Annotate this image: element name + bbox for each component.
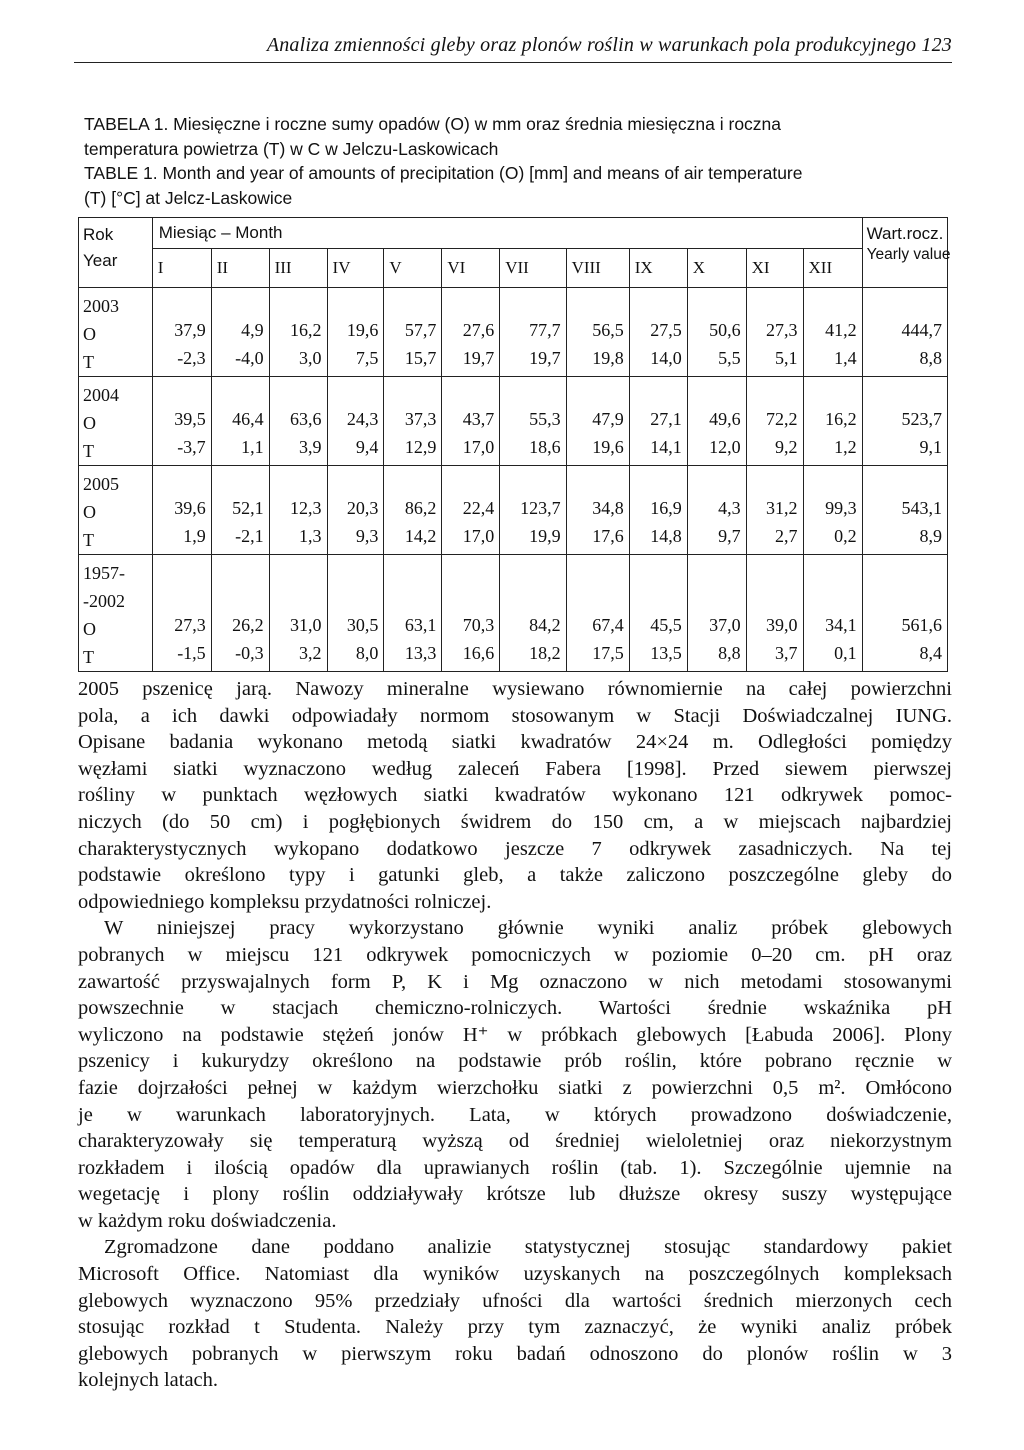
table-caption bbox=[84, 112, 944, 210]
precipitation-value: 27,5 bbox=[650, 320, 682, 340]
running-header: Analiza zmienności gleby oraz plonów roślin w warunkach pola produkcyjnego 123 bbox=[266, 34, 952, 56]
table-body bbox=[79, 288, 948, 672]
month-value-cell bbox=[269, 377, 327, 466]
temperature-value: 1,1 bbox=[241, 437, 264, 457]
temperature-value: 14,2 bbox=[404, 526, 437, 546]
temperature-value: 1,9 bbox=[183, 526, 206, 546]
month-header-v: V bbox=[384, 249, 442, 288]
text-line: rośliny w punktach węzłowych siatki kwadratów wykonano 121 odkrywek pomoc- bbox=[78, 784, 952, 807]
month-value-cell bbox=[566, 466, 629, 555]
month-header-i: I bbox=[152, 249, 211, 288]
yearly-value-header bbox=[862, 218, 951, 288]
month-value-cell bbox=[152, 466, 211, 555]
month-value-cell bbox=[500, 377, 566, 466]
month-header-ii: II bbox=[211, 249, 269, 288]
yearly-value-cell bbox=[862, 555, 947, 672]
month-header-x: X bbox=[687, 249, 746, 288]
precipitation-value: 99,3 bbox=[825, 498, 857, 518]
temperature-value: 14,8 bbox=[650, 526, 682, 546]
month-value-cell bbox=[384, 288, 442, 377]
year-row bbox=[79, 466, 948, 555]
text-line: w każdym roku doświadczenia. bbox=[78, 1209, 337, 1232]
year-label: -2002 bbox=[83, 591, 125, 611]
month-group-header: Miesiąc – Month bbox=[152, 218, 862, 249]
caption-en-line-2: (T) [°C] at Jelcz-Laskowice bbox=[84, 187, 293, 208]
precipitation-value: 45,5 bbox=[650, 615, 682, 635]
month-value-cell bbox=[211, 466, 269, 555]
month-value-cell bbox=[629, 288, 687, 377]
yearly-precipitation: 444,7 bbox=[901, 320, 942, 340]
precipitation-value: 123,7 bbox=[520, 498, 561, 518]
month-value-cell bbox=[384, 377, 442, 466]
month-value-cell bbox=[211, 555, 269, 672]
precipitation-value: 49,6 bbox=[709, 409, 741, 429]
month-value-cell bbox=[803, 377, 862, 466]
text-line: Opisane badania wykonano metodą siatki kwadratów 24×24 m. Odległości pomiędzy bbox=[78, 731, 952, 754]
text-line: podstawie określono typy i gatunki gleb, a także zaliczono poszczególne gleby do bbox=[78, 864, 952, 887]
precipitation-value: 19,6 bbox=[346, 320, 379, 340]
month-value-cell bbox=[746, 466, 803, 555]
precipitation-value: 30,5 bbox=[346, 615, 379, 635]
yearly-temperature: 8,4 bbox=[919, 643, 942, 663]
month-value-cell bbox=[687, 377, 746, 466]
precipitation-value: 57,7 bbox=[404, 320, 437, 340]
text-line: je w warunkach laboratoryjnych. Lata, w których prowadzono doświadczenie, bbox=[78, 1103, 952, 1126]
temperature-value: 17,0 bbox=[462, 526, 495, 546]
precipitation-value: 37,0 bbox=[709, 615, 741, 635]
temperature-value: 19,8 bbox=[592, 348, 624, 368]
text-line: pola, a ich dawki odpowiadały normom stosowanym w Stacji Doświadczalnej IUNG. bbox=[78, 704, 952, 727]
precipitation-value: 12,3 bbox=[290, 498, 322, 518]
temperature-value: 19,9 bbox=[529, 526, 561, 546]
precipitation-value: 39,5 bbox=[174, 409, 206, 429]
temperature-value: 17,5 bbox=[592, 643, 624, 663]
text-line: 2005 pszenicę jarą. Nawozy mineralne wysiewano równomiernie na całej powierzchni bbox=[78, 678, 952, 700]
precipitation-value: 27,3 bbox=[174, 615, 206, 635]
month-value-cell bbox=[152, 377, 211, 466]
temperature-value: 18,6 bbox=[529, 437, 561, 457]
precipitation-value: 20,3 bbox=[346, 498, 379, 518]
temperature-value: 0,2 bbox=[834, 526, 857, 546]
year-label-cell bbox=[79, 466, 153, 555]
precipitation-value: 34,8 bbox=[592, 498, 624, 518]
month-header-vi: VI bbox=[442, 249, 500, 288]
yearly-temperature: 8,9 bbox=[919, 526, 942, 546]
month-value-cell bbox=[269, 466, 327, 555]
text-line: węzłami siatki wyznaczono według zaleceń Fabera [1998]. Przed siewem pierwszej bbox=[78, 757, 952, 780]
temperature-value: 14,1 bbox=[650, 437, 682, 457]
temperature-value: -2,3 bbox=[177, 348, 206, 368]
precipitation-value: 27,1 bbox=[650, 409, 682, 429]
month-value-cell bbox=[803, 288, 862, 377]
year-row bbox=[79, 377, 948, 466]
precipitation-value: 16,9 bbox=[650, 498, 682, 518]
year-column-header bbox=[79, 218, 153, 288]
climate-table-wrapper bbox=[78, 217, 951, 672]
temperature-value: 1,4 bbox=[834, 348, 857, 368]
temperature-value: 3,2 bbox=[299, 643, 322, 663]
precipitation-value: 4,3 bbox=[718, 498, 741, 518]
temperature-value: 14,0 bbox=[650, 348, 682, 368]
precipitation-label: O bbox=[83, 413, 96, 433]
temperature-label: T bbox=[83, 352, 94, 372]
year-label: 2003 bbox=[83, 296, 119, 316]
temperature-value: 8,0 bbox=[355, 643, 379, 663]
yearly-precipitation: 543,1 bbox=[901, 498, 942, 518]
precipitation-value: 31,0 bbox=[290, 615, 322, 635]
temperature-value: 3,7 bbox=[775, 643, 798, 663]
precipitation-value: 37,3 bbox=[404, 409, 437, 429]
month-value-cell bbox=[687, 288, 746, 377]
month-header-xi: XI bbox=[746, 249, 803, 288]
precipitation-value: 24,3 bbox=[346, 409, 379, 429]
temperature-value: 5,1 bbox=[775, 348, 798, 368]
precipitation-value: 56,5 bbox=[592, 320, 624, 340]
yearly-value-cell bbox=[862, 377, 947, 466]
temperature-label: T bbox=[83, 647, 94, 667]
year-label-cell bbox=[79, 288, 153, 377]
temperature-value: 19,6 bbox=[592, 437, 624, 457]
temperature-value: 17,0 bbox=[462, 437, 495, 457]
body-text bbox=[78, 676, 952, 1394]
month-value-cell bbox=[803, 466, 862, 555]
precipitation-value: 86,2 bbox=[404, 498, 437, 518]
year-label: 1957- bbox=[83, 563, 125, 583]
temperature-label: T bbox=[83, 530, 94, 550]
temperature-value: 0,1 bbox=[834, 643, 857, 663]
text-line: odpowiedniego kompleksu przydatności rolniczej. bbox=[78, 890, 492, 913]
temperature-value: -0,3 bbox=[235, 643, 264, 663]
precipitation-value: 22,4 bbox=[462, 498, 495, 518]
months-header-row bbox=[79, 249, 948, 288]
precipitation-value: 39,0 bbox=[766, 615, 798, 635]
precipitation-value: 26,2 bbox=[232, 615, 264, 635]
caption-pl-line-2: temperatura powietrza (T) w C w Jelczu-Laskowicach bbox=[84, 138, 499, 159]
precipitation-value: 72,2 bbox=[766, 409, 798, 429]
temperature-value: 12,0 bbox=[709, 437, 741, 457]
month-value-cell bbox=[629, 377, 687, 466]
temperature-value: 18,2 bbox=[529, 643, 561, 663]
year-label: 2004 bbox=[83, 385, 119, 405]
yearly-temperature: 8,8 bbox=[919, 348, 942, 368]
yearly-value-cell bbox=[862, 288, 947, 377]
climate-table bbox=[78, 217, 951, 672]
month-value-cell bbox=[629, 555, 687, 672]
precipitation-value: 55,3 bbox=[529, 409, 561, 429]
temperature-value: 5,5 bbox=[718, 348, 741, 368]
header-rule bbox=[74, 62, 952, 63]
month-header-iii: III bbox=[269, 249, 327, 288]
temperature-value: -3,7 bbox=[177, 437, 206, 457]
month-value-cell bbox=[152, 555, 211, 672]
month-value-cell bbox=[152, 288, 211, 377]
text-line: powszechnie w stacjach chemiczno-rolniczych. Wartości średnie wskaźnika pH bbox=[78, 997, 952, 1020]
temperature-value: 9,3 bbox=[355, 526, 379, 546]
caption-pl-line-1: TABELA 1. Miesięczne i roczne sumy opadów (O) w mm oraz średnia miesięczna i roczna bbox=[84, 114, 782, 134]
year-row bbox=[79, 555, 948, 672]
temperature-value: 9,2 bbox=[775, 437, 798, 457]
text-line: glebowych wyznaczono 95% przedziały ufności dla wartości średnich mierzonych cech bbox=[78, 1289, 952, 1312]
temperature-value: 8,8 bbox=[718, 643, 741, 663]
text-line: W niniejszej pracy wykorzystano głównie wyniki analiz próbek glebowych bbox=[104, 917, 952, 940]
precipitation-label: O bbox=[83, 324, 96, 344]
temperature-value: 19,7 bbox=[529, 348, 561, 368]
month-header-viii: VIII bbox=[566, 249, 629, 288]
month-value-cell bbox=[746, 555, 803, 672]
precipitation-value: 37,9 bbox=[174, 320, 206, 340]
month-value-cell bbox=[500, 466, 566, 555]
yearly-header-en: Yearly value bbox=[866, 246, 951, 263]
temperature-value: 3,0 bbox=[299, 348, 322, 368]
month-value-cell bbox=[442, 466, 500, 555]
temperature-value: 9,4 bbox=[355, 437, 379, 457]
precipitation-label: O bbox=[83, 619, 96, 639]
precipitation-value: 47,9 bbox=[592, 409, 624, 429]
month-value-cell bbox=[629, 466, 687, 555]
text-line: pobranych w miejscu 121 odkrywek pomocniczych w poziomie 0–20 cm. pH oraz bbox=[78, 943, 952, 966]
month-header-vii: VII bbox=[500, 249, 566, 288]
paragraph bbox=[78, 915, 952, 1234]
yearly-value-cell bbox=[862, 466, 947, 555]
month-value-cell bbox=[746, 377, 803, 466]
year-label-cell bbox=[79, 555, 153, 672]
year-row bbox=[79, 288, 948, 377]
month-value-cell bbox=[442, 288, 500, 377]
text-line: wegetację i plony roślin oddziaływały krótsze lub dłuższe okresy suszy występujące bbox=[78, 1183, 952, 1206]
month-value-cell bbox=[269, 555, 327, 672]
text-line: wyliczono na podstawie stężeń jonów H⁺ w próbkach glebowych [Łabuda 2006]. Plony bbox=[78, 1023, 952, 1046]
month-value-cell bbox=[566, 555, 629, 672]
precipitation-value: 27,3 bbox=[766, 320, 798, 340]
text-line: Microsoft Office. Natomiast dla wyników uzyskanych na poszczególnych kompleksach bbox=[78, 1263, 952, 1286]
temperature-value: 16,6 bbox=[462, 643, 495, 663]
temperature-value: 7,5 bbox=[355, 348, 379, 368]
month-value-cell bbox=[211, 377, 269, 466]
month-value-cell bbox=[442, 377, 500, 466]
temperature-value: 19,7 bbox=[462, 348, 495, 368]
month-header-xii: XII bbox=[803, 249, 862, 288]
month-value-cell bbox=[746, 288, 803, 377]
precipitation-value: 34,1 bbox=[825, 615, 857, 635]
paragraph bbox=[78, 1234, 952, 1394]
caption-en-line-1: TABLE 1. Month and year of amounts of precipitation (O) [mm] and means of air temperature bbox=[84, 163, 803, 183]
precipitation-value: 39,6 bbox=[174, 498, 206, 518]
precipitation-label: O bbox=[83, 502, 96, 522]
yearly-precipitation: 561,6 bbox=[901, 615, 942, 635]
precipitation-value: 31,2 bbox=[766, 498, 798, 518]
temperature-value: 2,7 bbox=[775, 526, 798, 546]
yearly-precipitation: 523,7 bbox=[901, 409, 942, 429]
year-label: 2005 bbox=[83, 474, 119, 494]
month-header-ix: IX bbox=[629, 249, 687, 288]
text-line: glebowych pobranych w pierwszym roku badań odnoszono do plonów roślin w 3 bbox=[78, 1342, 952, 1365]
precipitation-value: 27,6 bbox=[462, 320, 495, 340]
month-header-iv: IV bbox=[327, 249, 384, 288]
precipitation-value: 63,1 bbox=[404, 615, 437, 635]
text-line: zawartość przyswajalnych form P, K i Mg oznaczono w nich metodami stosowanymi bbox=[78, 970, 952, 993]
temperature-value: -1,5 bbox=[177, 643, 206, 663]
precipitation-value: 46,4 bbox=[232, 409, 264, 429]
temperature-label: T bbox=[83, 441, 94, 461]
precipitation-value: 41,2 bbox=[825, 320, 857, 340]
precipitation-value: 16,2 bbox=[825, 409, 857, 429]
temperature-value: 9,7 bbox=[718, 526, 741, 546]
precipitation-value: 77,7 bbox=[529, 320, 561, 340]
year-label-cell bbox=[79, 377, 153, 466]
precipitation-value: 70,3 bbox=[462, 615, 495, 635]
text-line: niczych (do 50 cm) i pogłębionych świdrem do 150 cm, a w miejscach najbardziej bbox=[78, 810, 952, 833]
month-value-cell bbox=[687, 466, 746, 555]
temperature-value: 17,6 bbox=[592, 526, 624, 546]
month-value-cell bbox=[500, 288, 566, 377]
year-header-pl: Rok bbox=[83, 225, 114, 244]
text-line: Zgromadzone dane poddano analizie statystycznej stosując standardowy pakiet bbox=[104, 1236, 952, 1259]
month-value-cell bbox=[500, 555, 566, 672]
yearly-temperature: 9,1 bbox=[919, 437, 942, 457]
month-value-cell bbox=[566, 288, 629, 377]
precipitation-value: 63,6 bbox=[290, 409, 322, 429]
temperature-value: 1,2 bbox=[834, 437, 857, 457]
precipitation-value: 52,1 bbox=[232, 498, 264, 518]
month-value-cell bbox=[687, 555, 746, 672]
precipitation-value: 4,9 bbox=[241, 320, 264, 340]
text-line: charakteryzowały się temperaturą wyższą od średniej wieloletniej oraz niekorzystnym bbox=[78, 1130, 952, 1153]
month-value-cell bbox=[384, 555, 442, 672]
precipitation-value: 50,6 bbox=[709, 320, 741, 340]
yearly-header-pl: Wart.rocz. bbox=[866, 224, 944, 243]
precipitation-value: 67,4 bbox=[592, 615, 624, 635]
month-value-cell bbox=[269, 288, 327, 377]
month-value-cell bbox=[442, 555, 500, 672]
text-line: fazie dojrzałości pełnej w każdym wierzchołku siatki z powierzchni 0,5 m². Omłócono bbox=[78, 1076, 952, 1099]
text-line: pszenicy i kukurydzy określono na podstawie prób roślin, które pobrano ręcznie w bbox=[78, 1050, 952, 1073]
month-value-cell bbox=[327, 466, 384, 555]
temperature-value: 13,3 bbox=[404, 643, 437, 663]
text-line: stosując rozkład t Studenta. Należy przy tym zaznaczyć, że wyniki analiz próbek bbox=[78, 1316, 952, 1339]
year-header-en: Year bbox=[83, 251, 118, 270]
month-value-cell bbox=[327, 288, 384, 377]
temperature-value: 13,5 bbox=[650, 643, 682, 663]
precipitation-value: 16,2 bbox=[290, 320, 322, 340]
temperature-value: -2,1 bbox=[235, 526, 264, 546]
text-line: rozkładem i ilością opadów dla uprawianych roślin (tab. 1). Szczególnie ujemnie na bbox=[78, 1156, 952, 1179]
precipitation-value: 43,7 bbox=[462, 409, 495, 429]
month-value-cell bbox=[211, 288, 269, 377]
text-line: charakterystycznych wykopano dodatkowo jeszcze 7 odkrywek zasadniczych. Na tej bbox=[78, 837, 952, 860]
temperature-value: 1,3 bbox=[299, 526, 322, 546]
month-value-cell bbox=[327, 377, 384, 466]
month-value-cell bbox=[384, 466, 442, 555]
paragraph bbox=[78, 676, 952, 915]
temperature-value: -4,0 bbox=[235, 348, 264, 368]
temperature-value: 3,9 bbox=[299, 437, 322, 457]
month-value-cell bbox=[327, 555, 384, 672]
text-line: kolejnych latach. bbox=[78, 1369, 219, 1392]
month-value-cell bbox=[803, 555, 862, 672]
temperature-value: 12,9 bbox=[404, 437, 437, 457]
precipitation-value: 84,2 bbox=[529, 615, 561, 635]
temperature-value: 15,7 bbox=[404, 348, 437, 368]
month-value-cell bbox=[566, 377, 629, 466]
